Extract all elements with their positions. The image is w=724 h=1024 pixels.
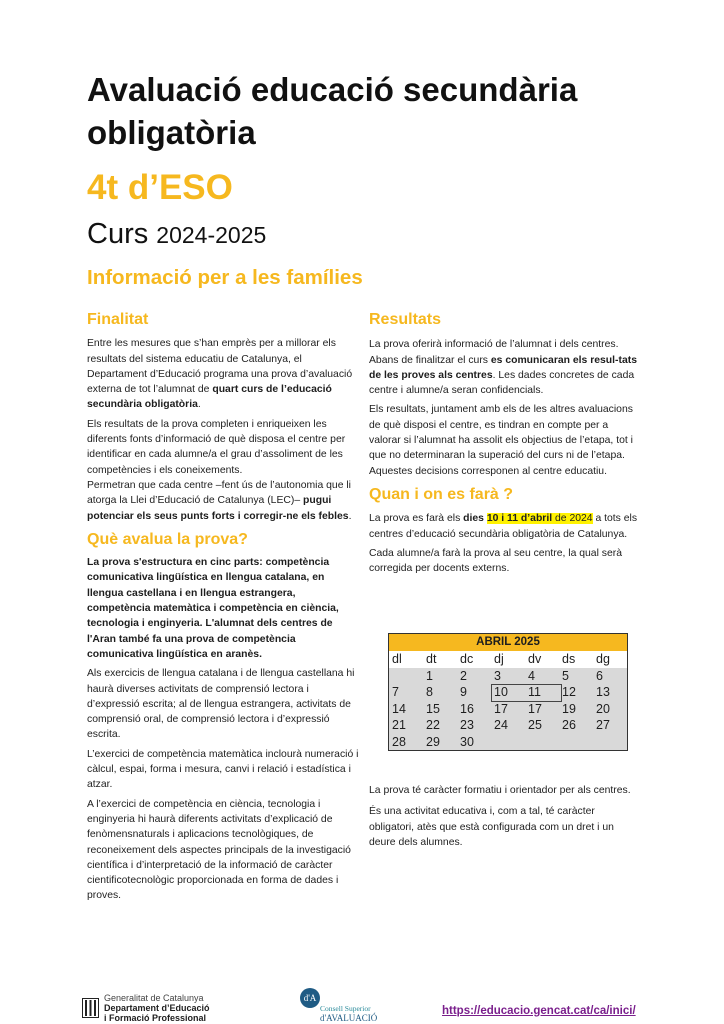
avalua-paragraph-3: L’exercici de competència matemàtica inclourà numeració i càlcul, espai, forma i mesura, canvi i relació i estadística i atzar. (87, 748, 359, 791)
resultats-paragraph-1 (369, 337, 641, 398)
gencat-url-link[interactable]: https://educacio.gencat.cat/ca/inici/ (442, 1005, 636, 1017)
text: Entre les mesures que s’han emprès per a millorar els resultats del sistema educatiu de Catalunya, el Departament d’Educació programa una prova d’avaluació externa de tot l’alumnat de (87, 338, 353, 396)
finalitat-heading: Finalitat (87, 311, 149, 328)
highlighted-year: de 2024 (552, 513, 593, 525)
calendar-day: 13 (596, 685, 610, 699)
weekday-dj: dj (494, 652, 504, 666)
calendar-weekday-row (389, 651, 627, 668)
text: a tots els centres d’educació secundària obligatòria de Catalunya. (369, 513, 638, 540)
weekday-dl: dl (392, 652, 402, 666)
calendar-week-row (389, 668, 627, 685)
csa-line-2: d'AVALUACIÓ (320, 1013, 378, 1023)
calendar-day: 19 (562, 701, 576, 716)
subtitle: Informació per a les famílies (87, 266, 363, 289)
calendar-day: 6 (596, 668, 603, 683)
right-column-bottom (369, 783, 641, 854)
calendar-day: 29 (426, 734, 440, 749)
avalua-paragraph-1: La prova s'estructura en cinc parts: competència comunicativa lingüística en llengua catalana, en llengua castellana i en llengua estrangera, competència matemàtica i competència en ciència, tecnologia i enginyeria. L'alumnat dels centres de l'Aran també fa una prova de competència comunicativa lingüística en aranès. (87, 557, 339, 660)
curs-label: Curs (87, 218, 149, 250)
weekday-ds: ds (562, 652, 576, 666)
calendar-empty-cell (389, 668, 423, 685)
calendar-week-row (389, 734, 627, 751)
gencat-line-1: Generalitat de Catalunya (104, 993, 204, 1003)
gencat-logo (82, 993, 210, 1023)
csa-mark-icon: d'A (300, 988, 320, 1008)
obligatori-paragraph: És una activitat educativa i, com a tal, té caràcter obligatori, atès que està configurada com un dret i un deure dels alumnes. (369, 806, 614, 848)
calendar-day: 17 (528, 701, 542, 716)
calendar-day: 27 (596, 718, 610, 732)
calendar-empty-cell (491, 734, 525, 751)
finalitat-paragraph-1 (87, 336, 359, 412)
resultats-heading: Resultats (369, 311, 442, 328)
weekday-dt: dt (426, 652, 437, 666)
calendar-day: 5 (562, 668, 569, 683)
finalitat-paragraph-2: Els resultats de la prova completen i enriqueixen les diferents fonts d’informació de què disposa el centre per identificar en cada alumne/a el grau d’assoliment de les competències i els coneixements. (87, 418, 346, 476)
highlighted-date: 10 i 11 d’abril (486, 513, 553, 525)
bold-text: pugui potenciar els seus punts forts i corregir-ne els febles (87, 495, 349, 522)
calendar-day: 8 (426, 685, 433, 699)
calendar-day: 7 (392, 685, 399, 699)
text: . Les dades concretes de cada centre i alumne/a seran confidencials. (369, 369, 635, 397)
calendar-grid (389, 651, 627, 750)
formatiu-paragraph: La prova té caràcter formatiu i orientador per als centres. (369, 785, 631, 796)
avalua-paragraph-2: Als exercicis de llengua catalana i de llengua castellana hi haurà diverses activitats de comprensió lectora i d’expressió escrita; al de llengua estrangera, activitats de comprensió oral, de comprensió lectora i d’expressió escrita. (87, 668, 355, 741)
calendar-day: 14 (392, 701, 406, 716)
calendar-day: 26 (562, 718, 576, 732)
csa-line-1: Consell Superior (320, 1004, 371, 1013)
exam-days-highlight (491, 684, 562, 702)
calendar-day: 23 (460, 718, 474, 732)
gencat-line-3: i Formació Professional (104, 1013, 207, 1023)
calendar-day: 28 (392, 734, 406, 749)
avalua-paragraph-4: A l’exercici de competència en ciència, tecnologia i enginyeria hi haurà diferents activitats d’explicació de fenòmensnaturals i aplicacions tecnològiques, de reconeixement dels aspectes principals de la investigació científica i d’interpretació de la informació de caràcter cientificotecnològic proporcionada en forma de dades i proves. (87, 798, 351, 902)
calendar-day: 12 (562, 685, 576, 699)
calendar-day: 15 (426, 701, 440, 716)
bold-text: quart curs de l’educació secundària obligatòria (87, 384, 332, 411)
calendar-week-row (389, 717, 627, 734)
gencat-emblem-icon (82, 998, 99, 1018)
school-year (87, 218, 266, 251)
gencat-line-2: Departament d’Educació (104, 1003, 210, 1013)
calendar-day: 25 (528, 718, 542, 732)
resultats-paragraph-2: Els resultats, juntament amb els de les altres avaluacions de què disposi el centre, es tindran en compte per a valorar si l’alumnat ha assolit els objectius de l’etapa, tot i que no determinaran la superació del curs ni de l’etapa. Aquestes decisions corresponen al centre educatiu. (369, 404, 633, 477)
document-title: Avaluació educació secundària obligatòria (87, 71, 578, 151)
calendar-week-row (389, 701, 627, 718)
weekday-dc: dc (460, 652, 474, 666)
weekday-dv: dv (528, 652, 542, 666)
calendar-day: 4 (528, 668, 535, 683)
text: La prova es farà els (369, 513, 464, 525)
text: . (348, 510, 352, 522)
level-title: 4t d’ESO (87, 168, 233, 207)
calendar-day: 2 (460, 668, 467, 683)
text: Permetran que cada centre –fent ús de l’autonomia que li atorga la Llei d’Educació de Catalunya (LEC)– (87, 479, 351, 507)
calendar-empty-cell (559, 734, 593, 751)
bold-text: es comunicaran els resul-tats de les proves als centres (369, 354, 637, 381)
calendar-day: 22 (426, 718, 440, 732)
calendar-title: ABRIL 2025 (389, 634, 627, 651)
right-column (369, 312, 641, 580)
finalitat-paragraph-3 (87, 478, 359, 524)
calendar-day: 1 (426, 668, 433, 683)
calendar-day: 17 (494, 701, 508, 716)
calendar-day: 30 (460, 734, 474, 749)
calendar-day: 21 (392, 718, 406, 732)
calendar-day: 10 (494, 685, 508, 699)
calendar-day: 24 (494, 718, 508, 732)
calendar-day: 3 (494, 668, 501, 683)
quan-heading: Quan i on es farà ? (369, 485, 514, 503)
csa-logo (300, 988, 378, 1023)
calendar-empty-cell (593, 734, 627, 751)
avalua-heading: Què avalua la prova? (87, 530, 248, 548)
quan-paragraph-1 (369, 511, 641, 542)
text: La prova oferirà informació de l’alumnat i dels centres. Abans de finalitzar el curs (369, 339, 619, 366)
calendar-day: 20 (596, 701, 610, 716)
curs-year: 2024-2025 (156, 222, 267, 248)
calendar-empty-cell (525, 734, 559, 751)
quan-paragraph-2: Cada alumne/a farà la prova al seu centre, la qual serà corregida per docents externs. (369, 547, 622, 575)
bold-text: dies (463, 513, 487, 525)
weekday-dg: dg (596, 652, 610, 666)
calendar-day: 16 (460, 701, 474, 716)
calendar-day: 9 (460, 685, 467, 699)
calendar-day: 11 (528, 685, 541, 699)
left-column (87, 312, 359, 908)
text: . (197, 399, 201, 411)
calendar-april-2025 (388, 633, 628, 751)
